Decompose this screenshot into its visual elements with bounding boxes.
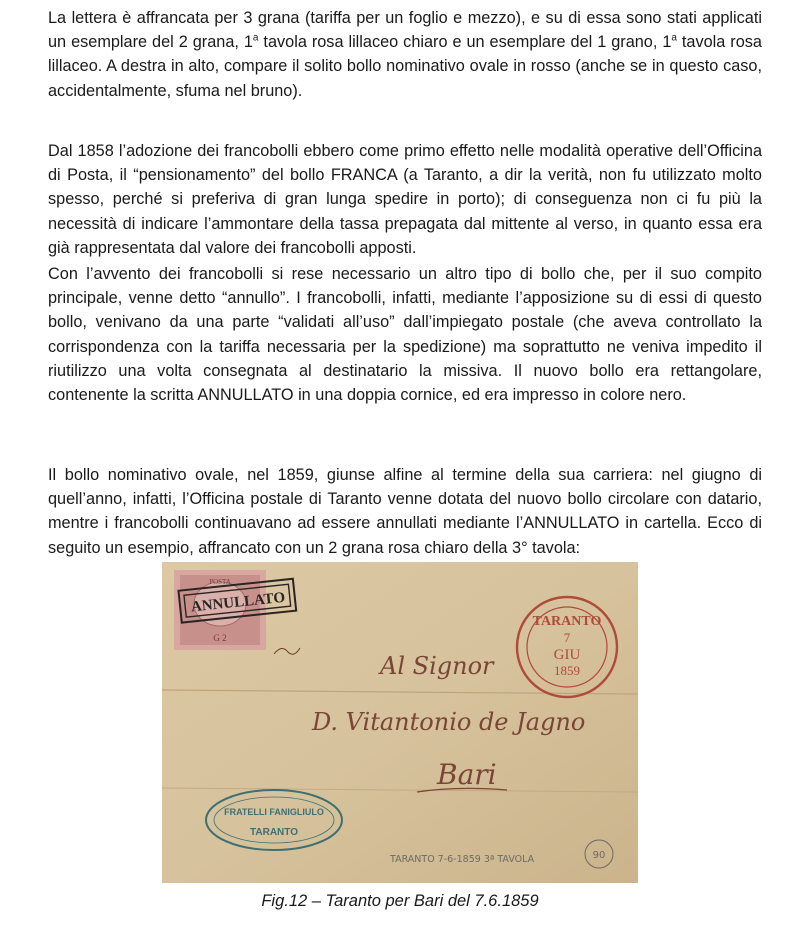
svg-text:FRATELLI FANIGLIULO: FRATELLI FANIGLIULO (224, 807, 324, 817)
paragraph-4: Il bollo nominativo ovale, nel 1859, giunse alfine al termine della sua carriera: nel giugno di quell’anno, infatti, l’Officina postale di Taranto venne dotata del nuovo bollo circolare con datario, mentre i francobolli continuavano ad essere annullati mediante l’ANNULLATO in cartella. Ecco di seguito un esempio, affrancato con un 2 grana rosa chiaro della 3° tavola: (48, 466, 762, 557)
paragraph-1: La lettera è affrancata per 3 grana (tariffa per un foglio e mezzo), e su di essa sono stati applicati un esemplare del 2 grana, 1$^a$ tavola rosa lillaceo chiaro e un esemplare del 1 grano, 1$^a$ tavola rosa lillaceo. A destra in alto, compare il solito bollo nominativo ovale in rosso (anche se in questo caso, accidentalmente, sfuma nel bruno). (48, 9, 762, 100)
letter-photo (162, 562, 638, 883)
paragraph-3: Con l’avvento dei francobolli si rese necessario un altro tipo di bollo che, per il suo compito principale, venne detto “annullo”. I francobolli, infatti, mediante l’apposizione su di essi di questo bollo, venivano da una parte “validati all’uso” dall’impiegato postale (che aveva controllato la corrispondenza con la tariffa necessaria per la spedizione) ma soprattutto ne veniva impedito il riutilizzo una volta consegnata al destinatario la missiva. Il nuovo bollo era rettangolare, contenente la scritta ANNULLATO in una doppia cornice, ed era impresso in colore nero. (48, 265, 762, 405)
svg-text:ANNULLATO: ANNULLATO (190, 589, 286, 616)
address-line-3: Bari (437, 758, 497, 791)
svg-text:G 2: G 2 (213, 633, 227, 643)
svg-text:1859: 1859 (554, 663, 580, 678)
address-line-1: Al Signor (380, 652, 494, 680)
pencil-note: TARANTO 7-6-1859 3ª TAVOLA (390, 854, 535, 865)
svg-text:90: 90 (592, 850, 606, 861)
svg-text:7: 7 (563, 630, 571, 645)
svg-text:TARANTO: TARANTO (532, 614, 602, 629)
svg-text:TARANTO: TARANTO (250, 827, 298, 838)
figure-caption: Fig.12 – Taranto per Bari del 7.6.1859 (261, 892, 539, 910)
paragraph-2: Dal 1858 l’adozione dei francobolli ebbero come primo effetto nelle modalità operative dell’Officina di Posta, il “pensionamento” del bollo FRANCA (a Taranto, a dir la verità, non fu utilizzato molto spesso, perché si preferiva di gran lunga spedire in porto); di conseguenza non ci fu più la necessità di indicare l’ammontare della tassa prepagata dal mittente al verso, in quanto essa era già rappresentata dal valore dei francobolli apposti. (48, 142, 762, 257)
address-line-2: D. Vitantonio de Jagno (312, 708, 586, 736)
svg-text:POSTA: POSTA (209, 578, 231, 586)
svg-text:GIU: GIU (553, 647, 581, 663)
